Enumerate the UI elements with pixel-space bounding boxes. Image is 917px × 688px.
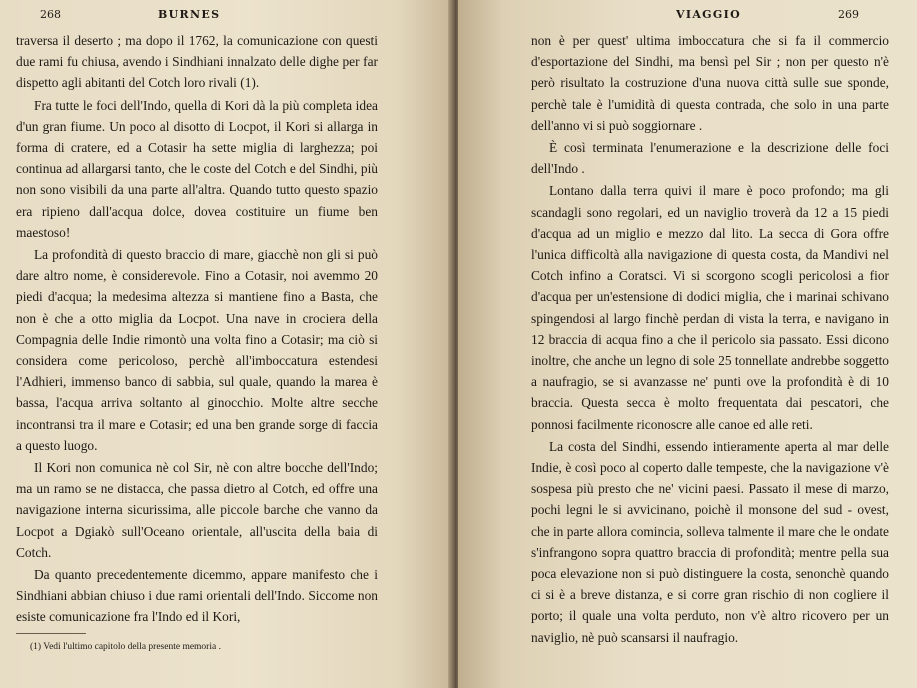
left-running-head: BURNES — [158, 8, 221, 21]
right-page-text — [531, 30, 889, 649]
left-paragraph-3: La profondità di questo braccio di mare, giacchè non gli si può dare altro nome, è considerevole. Fino a Cotasir, noi avemmo 20 piedi d'acqua; la medesima altezza si mantiene fino a Basta, che non è che a otto miglia da Locpot. Una nave in crociera della Compagnia delle Indie rimontò una volta fino a Cotasir; ma ciò si considera come pericoloso, perchè all'imboccatura estendesi l'Adhieri, immenso banco di sabbia, sul quale, quando la marea è bassa, l'acqua arriva soltanto al ginocchio. Molte altre secche incontransi tra il mare e Cotasir; ed una ben grande sorge di faccia a questo luogo. — [16, 247, 378, 453]
right-running-head: VIAGGIO — [676, 8, 741, 21]
left-page-text — [16, 30, 378, 629]
left-paragraph-4: Il Kori non comunica nè col Sir, nè con altre bocche dell'Indo; ma un ramo se ne distacca, che passa dietro al Cotch, ed offre una navigazione interna sicurissima, alle piccole barche che vanno da Locpot a Dgiakò sull'Oceano orientale, all'uscita della baia di Cotch. — [16, 460, 378, 560]
left-page — [0, 0, 452, 688]
left-paragraph-2: Fra tutte le foci dell'Indo, quella di Kori dà la più completa idea d'un gran fiume. Un poco al disotto di Locpot, il Kori si allarga in forma di cratere, ed a Cotasir ha sette miglia di larghezza; poi continua ad allargarsi tanto, che le coste del Cotch e del Sindhi, più non sono visibili da una parte all'altra. Quando tutto questo spazio era ripieno dall'acqua dolce, dovea costituire un fiume ben maestoso! — [16, 97, 378, 240]
right-paragraph-3: Lontano dalla terra quivi il mare è poco profondo; ma gli scandagli sono regolari, ed un naviglio troverà da 12 a 15 piedi d'acqua ad un miglio e mezzo dal lito. La secca di Gora offre l'unica difficoltà alla navigazione di questa costa, da Mandivi nel Cotch infino a Coratsci. Vi si scorgono scogli pericolosi a fior d'acqua per un'estensione di dodici miglia, che i marinai schivano spingendosi al largo finchè perdan di vista la terra, e navigano in 12 braccia di acqua fino a che il pericolo sia passato. Essi dicono inoltre, che anche un legno di sole 25 tonnellate andrebbe soggetto a naufragio, se si avanzasse ne' punti ove la profondità è di 10 braccia. Questa secca è molto frequentata dai pescatori, che ponnosi facilmente riconoscre alle canoe ed alle reti. — [531, 183, 889, 432]
left-paragraph-1: traversa il deserto ; ma dopo il 1762, la comunicazione con questi due rami fu chiusa, avendo i Sindhiani innalzato delle dighe per far dispetto agli abitanti del Cotch loro rivali (1). — [16, 33, 378, 91]
right-paragraph-1: non è per quest' ultima imboccatura che si fa il commercio d'esportazione del Sindhi, ma bensì pel Sir ; non per questo n'è però risultato la costruzione d'una nuova città sulle sue sponde, perchè tale è l'umidità di questa contrada, che solo in una parte dell'anno vi si può soggiornare . — [531, 33, 889, 133]
right-paragraph-2: È così terminata l'enumerazione e la descrizione delle foci dell'Indo . — [531, 140, 889, 177]
right-page-number: 269 — [838, 8, 859, 21]
right-paragraph-4: La costa del Sindhi, essendo intieramente aperta al mar delle Indie, è così poco al coperto dalle tempeste, che la navigazione v'è sospesa più presto che ne' vicini paesi. Passato il mese di marzo, pochi legni le si avvicinano, poichè il monsone del sud - ovest, che in parte allora comincia, solleva talmente il mare che le ondate s'infrangono sopra quattro braccia di profondità; mentre pella sua poca elevazione non si può distinguere la costa, senonchè quando ci si è a breve distanza, e si corre gran rischio di non cogliere il porto; il quale una volta perduto, non v'è altro ricovero per un naviglio, nè può scansarsi il naufragio. — [531, 438, 889, 645]
footnote: (1) Vedi l'ultimo capitolo della presente memoria . — [30, 642, 221, 652]
left-page-number: 268 — [40, 8, 61, 21]
footnote-divider — [16, 633, 86, 634]
left-paragraph-5: Da quanto precedentemente dicemmo, appare manifesto che i Sindhiani abbian chiuso i due rami orientali dell'Indo. Siccome non esiste comunicazione fra l'Indo ed il Kori, — [16, 567, 378, 625]
right-page — [458, 0, 917, 688]
